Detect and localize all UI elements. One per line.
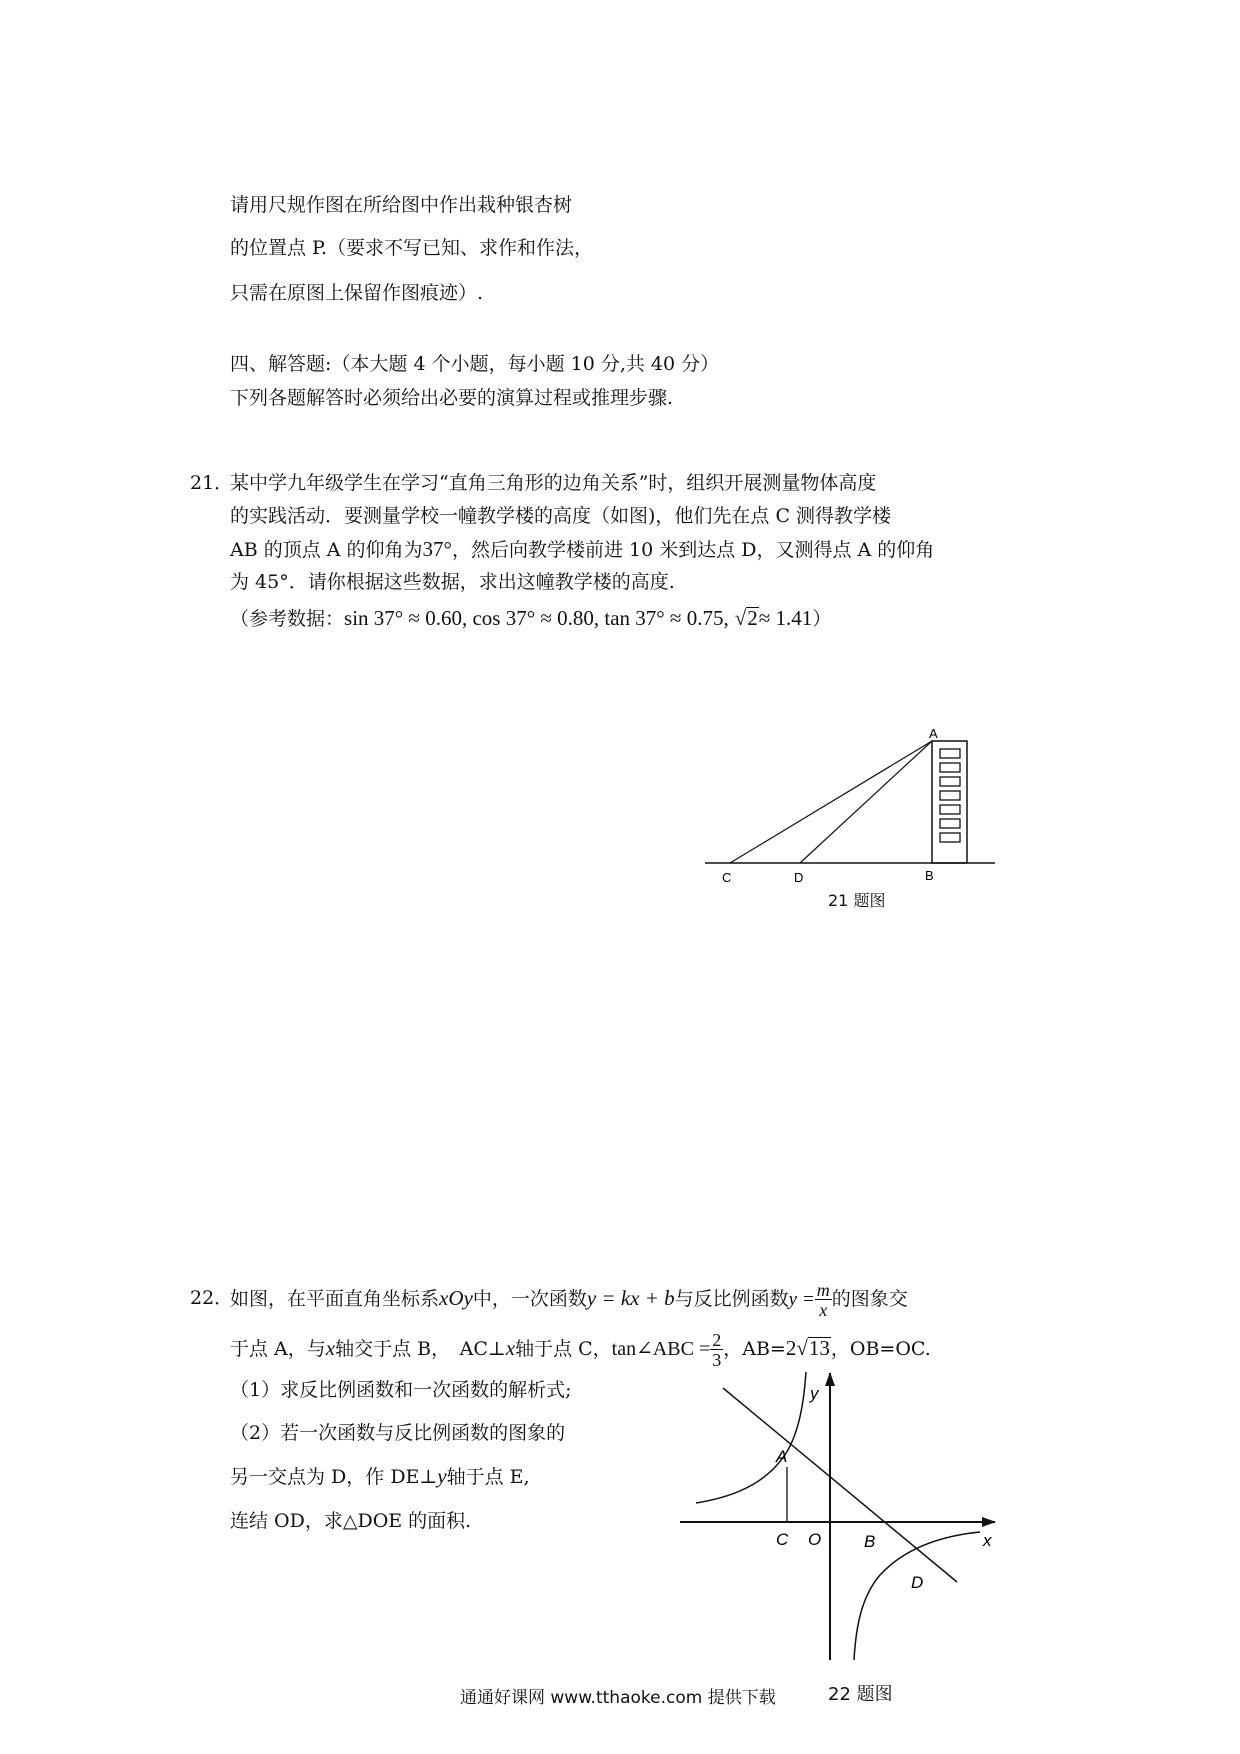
q21-line-1: 某中学九年级学生在学习“直角三角形的边角关系”时，组织开展测量物体高度 [230, 472, 877, 494]
fig21-label-D: D [794, 870, 804, 885]
q22-line-1-a: 如图，在平面直角坐标系 [230, 1288, 440, 1310]
q22-line-1-b: 中，一次函数 [472, 1288, 587, 1310]
q21-ref-sqrt: √2 [734, 606, 758, 630]
fig22-label-B: B [864, 1532, 876, 1551]
q21-line-3-a: AB 的顶点 A 的仰角为 [230, 539, 423, 561]
q21-ref-sqrt-val: ≈ 1.41 [758, 606, 813, 630]
q22-tan-numerator: 2 [712, 1329, 722, 1350]
q22-inverse-numerator: m [816, 1279, 830, 1300]
q22-line-1-c: 与反比例函数 [674, 1288, 789, 1310]
q22-ab-sqrt-arg: 13 [808, 1336, 830, 1360]
fig21-label-B: B [925, 868, 934, 883]
q22-line-2-a: 于点 A，与 [230, 1338, 326, 1360]
fig21-label-C: C [722, 870, 732, 885]
q21-line-4: 为 45°．请你根据这些数据，求出这幢教学楼的高度. [230, 571, 675, 593]
q22-ab-sqrt: √13 [796, 1336, 830, 1360]
fig22-label-x: x [983, 1531, 992, 1550]
q21-line-3-b: ，然后向教学楼前进 10 米到达点 D，又测得点 A 的仰角 [451, 539, 935, 561]
q21-ref-prefix: （参考数据： [230, 608, 345, 630]
q22-ab-coefficient: 2 [785, 1336, 797, 1360]
fig22-linear-line [723, 1388, 957, 1582]
q22-tan-denominator: 3 [712, 1349, 722, 1370]
q22-sub-1: （1）求反比例函数和一次函数的解析式; [230, 1379, 572, 1401]
q22-line-2-b: 轴交于点 B， AC⊥ [335, 1338, 506, 1360]
q22-line-2-c: 轴于点 C， [515, 1338, 612, 1360]
construction-line-2: 的位置点 P.（要求不写已知、求作和作法， [230, 237, 594, 259]
q22-xoy: xOy [439, 1286, 473, 1310]
construction-line-1: 请用尺规作图在所给图中作出栽种银杏树 [230, 194, 573, 216]
q21-ref-formula: sin 37° ≈ 0.60, cos 37° ≈ 0.80, tan 37° ≈ 0.75, [344, 606, 729, 630]
section-instruction: 下列各题解答时必须给出必要的演算过程或推理步骤. [230, 387, 674, 409]
section-heading: 四、解答题:（本大题 4 个小题，每小题 10 分,共 40 分） [230, 353, 720, 375]
q22-line-1-d: 的图象交 [831, 1288, 908, 1310]
q22-y-axis-symbol: y [437, 1464, 447, 1488]
q22-line-2-d: ，OB=OC. [830, 1338, 931, 1360]
fig22-label-O: O [808, 1530, 822, 1549]
q21-number: 21． [190, 472, 234, 494]
q21-line-2: 的实践活动．要测量学校一幢教学楼的高度（如图)，他们先在点 C 测得教学楼 [230, 505, 892, 527]
fig22-label-y: y [810, 1384, 819, 1403]
q22-sub-2-line-3: 连结 OD，求△DOE 的面积. [230, 1510, 472, 1532]
construction-line-3: 只需在原图上保留作图痕迹）. [230, 282, 484, 304]
q21-ref-suffix: ） [812, 608, 832, 630]
q22-x-2: x [505, 1336, 516, 1360]
q22-sub-2-line-2-a: 另一交点为 D，作 DE⊥ [230, 1466, 438, 1488]
fig22-hyperbola-upper-branch [696, 1372, 806, 1503]
q22-linear-function: y = kx + b [586, 1286, 675, 1310]
q21-ref-sqrt-arg: 2 [747, 606, 758, 630]
fig22-caption: 22 题图 [828, 1684, 893, 1705]
q22-line-2-ab: ，AB= [723, 1338, 786, 1360]
footer-source: 通通好课网 www.tthaoke.com 提供下载 [460, 1688, 776, 1708]
fig22-hyperbola-lower-branch [854, 1532, 980, 1660]
q22-sub-2-line-2-b: 轴于点 E, [446, 1466, 530, 1488]
q21-angle-37: 37° [422, 537, 452, 561]
q22-inverse-denominator: x [819, 1299, 828, 1320]
q22-number: 22． [190, 1287, 234, 1309]
q22-inverse-lhs: y = [788, 1289, 815, 1310]
q22-x-1: x [325, 1336, 336, 1360]
fig21-caption: 21 题图 [828, 891, 886, 910]
fig21-label-A: A [929, 726, 938, 741]
fig22-label-D: D [911, 1573, 924, 1592]
fig22-label-C: C [776, 1530, 789, 1549]
q22-tan-lhs: tan∠ABC = [611, 1338, 711, 1360]
fig22-label-A: A [776, 1447, 788, 1466]
q22-sub-2-line-1: （2）若一次函数与反比例函数的图象的 [230, 1422, 566, 1444]
